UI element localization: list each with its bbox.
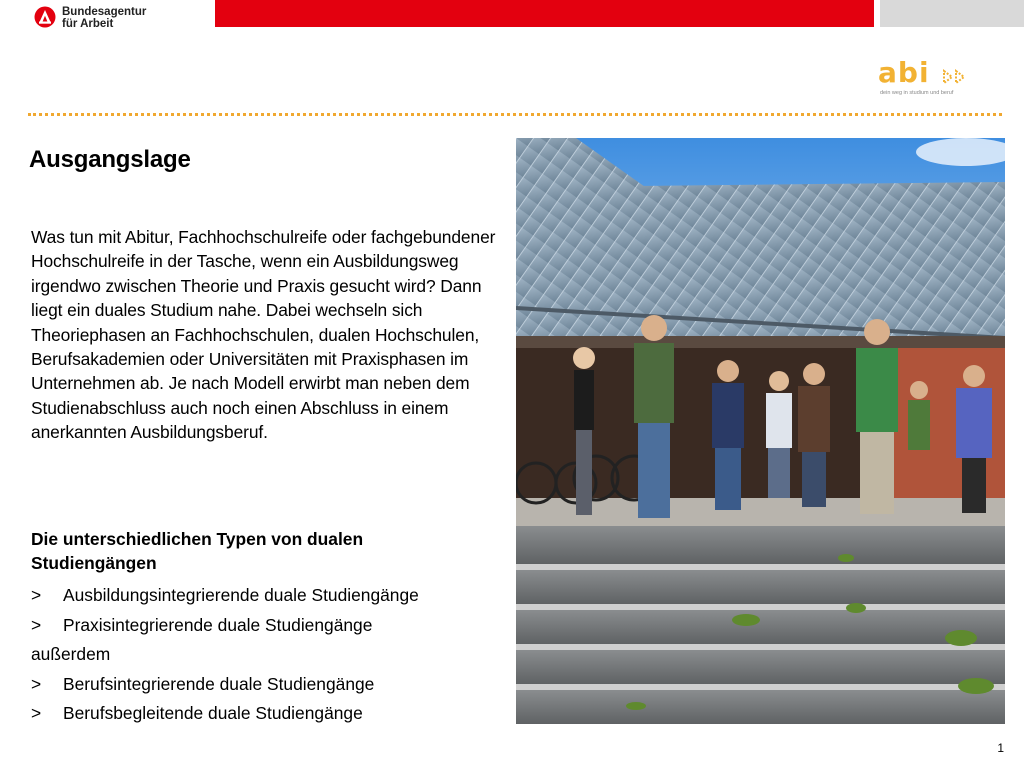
list-item <box>31 699 501 729</box>
abi-logo-word: abi <box>878 56 930 89</box>
bundesagentur-logo-text: Bundesagentur für Arbeit <box>62 6 147 30</box>
intro-paragraph: Was tun mit Abitur, Fachhochschulreife oder fachgebundener Hochschulreife in der Tasche, wenn ein Ausbildungsweg irgendwo zwischen Theorie und Praxis gesucht wird? Dann liegt ein duales Studium nahe. Dabei wechseln sich Theoriephasen an Fachhochschulen, dualen Hochschulen, Berufsakademien oder Universitäten mit Praxisphasen im Unternehmen ab. Je nach Modell erwirbt man neben dem Studienabschluss auch noch einen Abschluss in einem anerkannten Ausbildungsberuf. <box>31 227 496 443</box>
list-item-label: Praxisintegrierende duale Studiengänge <box>63 614 373 635</box>
bullet-marker: > <box>31 614 42 635</box>
campus-photo-icon <box>516 138 1005 724</box>
bundesagentur-logo <box>34 6 154 32</box>
bullet-marker: > <box>31 585 42 605</box>
list-item-label: Berufsintegrierende duale Studiengänge <box>63 673 375 694</box>
list-item-label: Ausbildungsintegrierende duale Studiengänge <box>63 585 419 605</box>
header-gray-bar <box>880 0 1024 27</box>
also-label-row <box>31 640 501 670</box>
bullet-marker: > <box>31 703 42 724</box>
bundesagentur-logo-icon <box>34 6 56 28</box>
dotted-divider <box>28 113 1002 116</box>
also-label: außerdem <box>31 644 111 665</box>
types-heading: Die unterschiedlichen Typen von dualen Studiengängen <box>31 529 364 573</box>
abi-logo-tagline: dein weg in studium und beruf <box>880 90 954 96</box>
list-item <box>31 581 501 611</box>
play-arrows-icon <box>942 68 974 86</box>
campus-photo <box>516 138 1005 724</box>
list-item <box>31 670 501 700</box>
bullet-marker: > <box>31 673 42 694</box>
list-item-label: Berufsbegleitende duale Studiengänge <box>63 703 363 724</box>
header-red-bar <box>215 0 874 27</box>
abi-logo <box>878 56 978 100</box>
slide-title: Ausgangslage <box>29 146 191 173</box>
page-number: 1 <box>997 741 1004 755</box>
types-list <box>31 581 501 729</box>
list-item <box>31 611 501 641</box>
